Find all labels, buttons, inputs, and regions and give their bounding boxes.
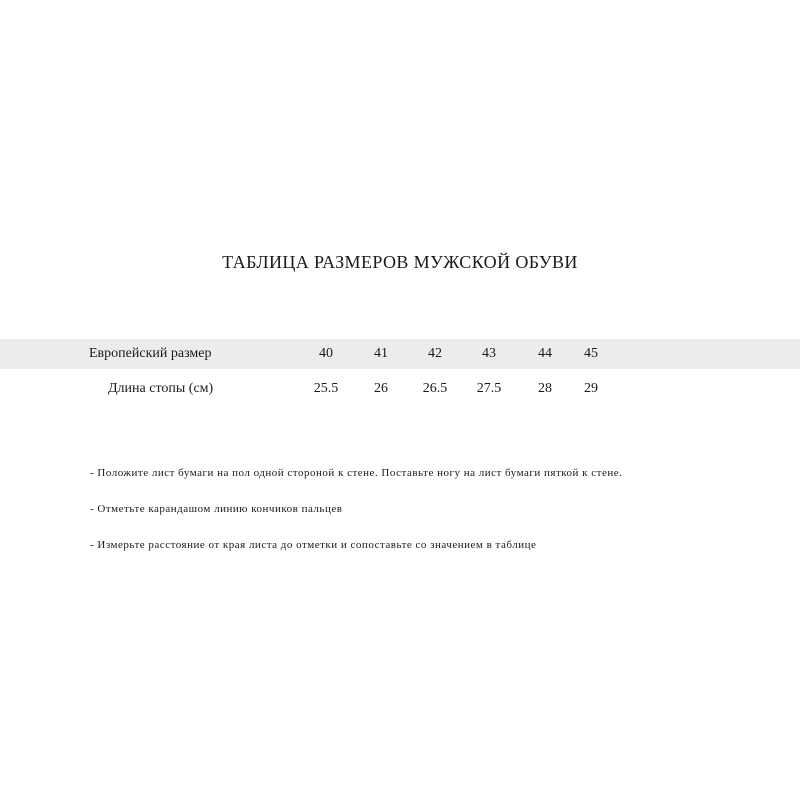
table-row-foot-length <box>0 374 800 404</box>
instruction-item: - Положите лист бумаги на пол одной стороной к стене. Поставьте ногу на лист бумаги пяткой к стене. <box>90 467 623 479</box>
table-cell: 44 <box>538 346 552 361</box>
row-label-foot-length: Длина стопы (см) <box>108 381 214 396</box>
page-title: ТАБЛИЦА РАЗМЕРОВ МУЖСКОЙ ОБУВИ <box>222 252 578 272</box>
table-cell: 26.5 <box>422 381 448 396</box>
table-cell: 43 <box>482 346 496 361</box>
table-cell: 45 <box>584 346 598 361</box>
table-cell: 41 <box>374 346 388 361</box>
table-row-european-size <box>0 339 800 369</box>
table-cell: 28 <box>538 381 552 396</box>
table-cell: 29 <box>584 381 598 396</box>
table-cell: 42 <box>428 346 442 361</box>
table-cell: 25.5 <box>313 381 339 396</box>
measurement-instructions <box>90 466 780 574</box>
instruction-item: - Измерьте расстояние от края листа до отметки и сопоставьте со значением в таблице <box>90 539 537 551</box>
table-cell: 26 <box>374 381 388 396</box>
table-cell: 40 <box>319 346 333 361</box>
table-cell: 27.5 <box>476 381 502 396</box>
instruction-item: - Отметьте карандашом линию кончиков пальцев <box>90 503 343 515</box>
row-label-european-size: Европейский размер <box>89 346 212 361</box>
